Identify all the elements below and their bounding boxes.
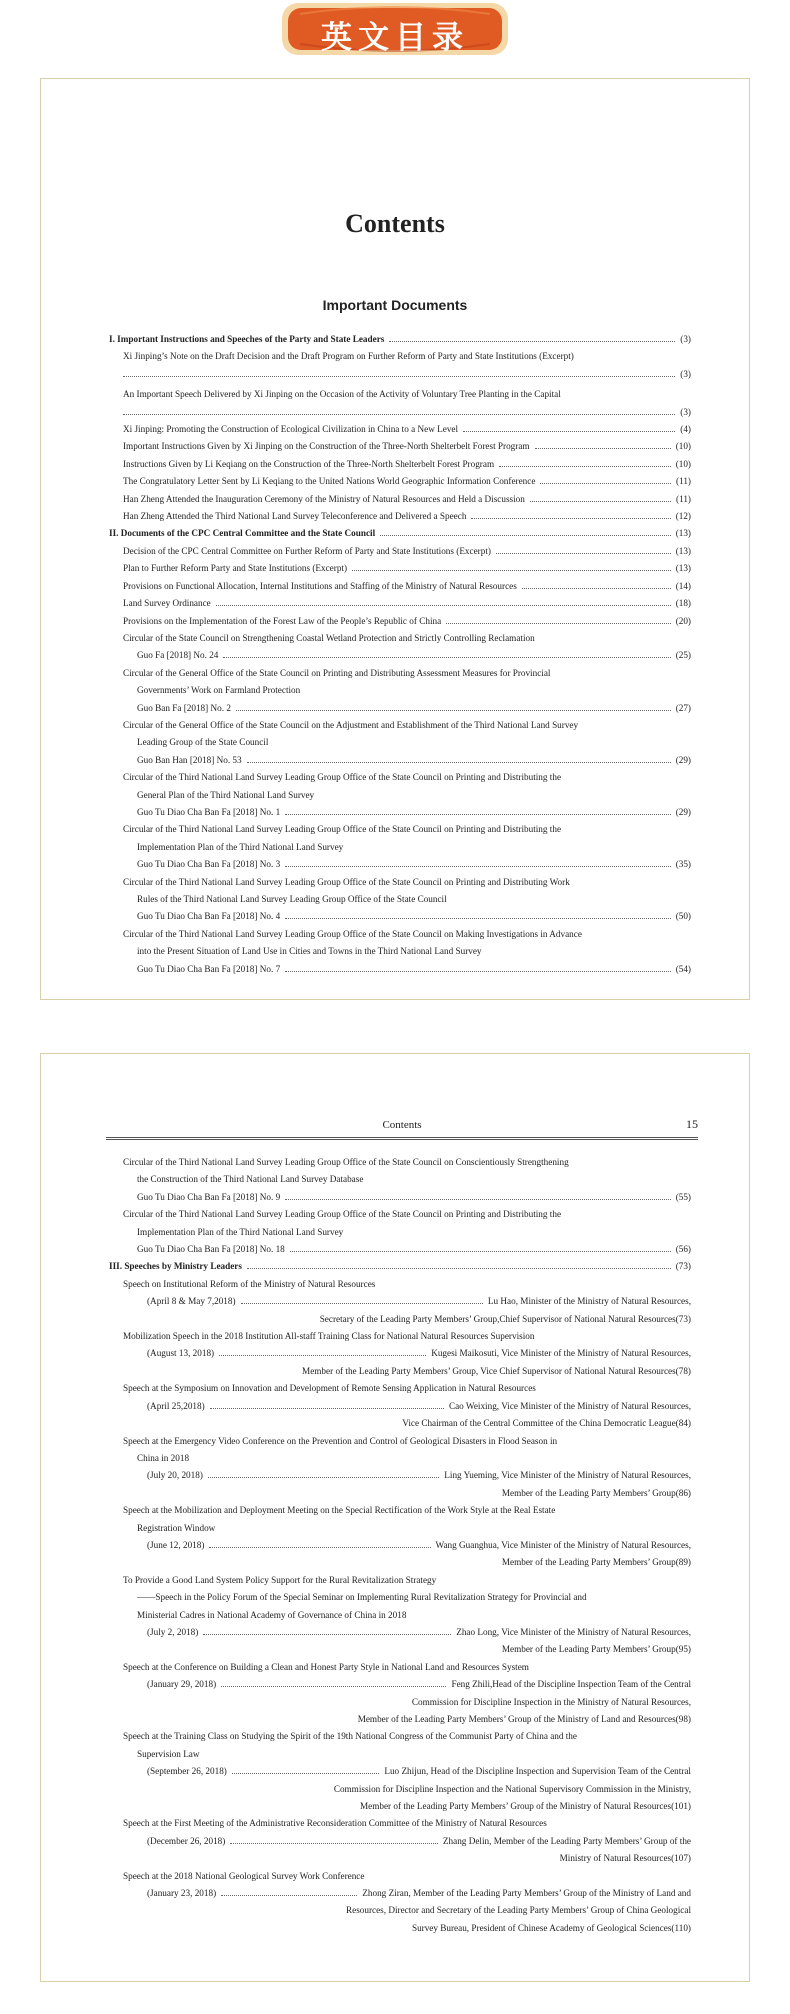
toc-entry[interactable]: Han Zheng Attended the Third National Land Survey Teleconference and Delivered a Speech (12) <box>123 511 691 522</box>
toc-entry-speech[interactable]: Speech at the 2018 National Geological Survey Work Conference (January 23, 2018) Zhong Ziran, Member of the Leading Party Members’ Group of the Ministry of Land and Resources, Director and Secretary of the Leading Party Members’ Group of China Geological Survey Bureau, President of Chinese Academy of Geological Sciences(110) <box>123 1870 691 1933</box>
toc-entry-speech[interactable]: To Provide a Good Land System Policy Support for the Rural Revitalization Strategy ——Speech in the Policy Forum of the Special Seminar on Implementing Rural Revitalization Strategy for Provincial and Ministerial Cadres in National Academy of Governance of China in 2018 (July 2, 2018) Zhao Long, Vice Minister of the Ministry of Natural Resources, Member of the Leading Party Members’ Group(95) <box>123 1574 691 1655</box>
toc-entry-speech[interactable]: Speech at the Training Class on Studying the Spirit of the 19th National Congress of the Communist Party of China and the Supervision Law (September 26, 2018) Luo Zhijun, Head of the Discipline Inspection and Supervision Team of the Central Commission for Discipline Inspection and the National Supervisory Commission in the Ministry, Member of the Leading Party Members’ Group of the Ministry of Natural Resources(101) <box>123 1731 691 1812</box>
toc-entry[interactable]: Circular of the General Office of the State Council on Printing and Distributing Assessment Measures for Provincial Governments’ Work on Farmland Protection Guo Ban Fa [2018] No. 2 (27) <box>123 667 691 713</box>
toc-entry-speech[interactable]: Speech at the First Meeting of the Administrative Reconsideration Committee of the Ministry of Natural Resources (December 26, 2018) Zhang Delin, Member of the Leading Party Members’ Group of the Ministry of Natural Resources(107) <box>123 1818 691 1864</box>
contents-page-1 <box>40 78 750 1000</box>
banner <box>0 0 790 72</box>
toc-entry-speech[interactable]: Speech at the Mobilization and Deployment Meeting on the Special Rectification of the Work Style at the Real Estate Registration Window (June 12, 2018) Wang Guanghua, Vice Minister of the Ministry of Natural Resources, Member of the Leading Party Members’ Group(89) <box>123 1505 691 1568</box>
toc-entry[interactable]: Xi Jinping: Promoting the Construction of Ecological Civilization in China to a New Level (4) <box>123 424 691 435</box>
toc-entry-speech[interactable]: Speech on Institutional Reform of the Ministry of Natural Resources (April 8 & May 7,2018) Lu Hao, Minister of the Ministry of Natural Resources, Secretary of the Leading Party Members’ Group,Chief Supervisor of National Natural Resources(73) <box>123 1278 691 1324</box>
toc-entry[interactable]: An Important Speech Delivered by Xi Jinping on the Occasion of the Activity of Voluntary Tree Planting in the Capital (3) <box>123 389 691 417</box>
section-heading: Important Documents <box>322 297 468 313</box>
toc-list <box>109 331 691 978</box>
toc-entry[interactable]: Circular of the Third National Land Survey Leading Group Office of the State Council on Conscientiously Strengthening the Construction of the Third National Land Survey Database Guo Tu Diao Cha Ban Fa [2018] No. 9 (55) <box>123 1157 691 1202</box>
toc-entry[interactable]: Provisions on Functional Allocation, Internal Institutions and Staffing of the Ministry of Natural Resources (14) <box>123 580 691 591</box>
running-head-title: Contents <box>382 1119 422 1131</box>
page-number: 15 <box>686 1117 698 1131</box>
toc-entry-speech[interactable]: Speech at the Symposium on Innovation and Development of Remote Sensing Application in Natural Resources (April 25,2018) Cao Weixing, Vice Minister of the Ministry of Natural Resources, Vice Chairman of the Central Committee of the China Democratic League(84) <box>123 1383 691 1429</box>
toc-entry[interactable]: Plan to Further Reform Party and State Institutions (Excerpt) (13) <box>123 563 691 574</box>
toc-entry[interactable]: Circular of the Third National Land Survey Leading Group Office of the State Council on Making Investigations in Advance into the Present Situation of Land Use in Cities and Towns in the Third National Land Survey Guo Tu Diao Cha Ban Fa [2018] No. 7 (54) <box>123 928 691 974</box>
toc-entry[interactable]: Provisions on the Implementation of the Forest Law of the People’s Republic of China (20) <box>123 615 691 626</box>
toc-entry[interactable]: Land Survey Ordinance (18) <box>123 598 691 609</box>
toc-entry[interactable]: Han Zheng Attended the Inauguration Ceremony of the Ministry of Natural Resources and Held a Discussion (11) <box>123 493 691 504</box>
toc-entry[interactable]: Circular of the Third National Land Survey Leading Group Office of the State Council on Printing and Distributing the Implementation Plan of the Third National Land Survey Guo Tu Diao Cha Ban Fa [2018] No. 18 (56) <box>123 1209 691 1255</box>
toc-entry-speech[interactable]: Speech at the Emergency Video Conference on the Prevention and Control of Geological Disasters in Flood Season in China in 2018 (July 20, 2018) Ling Yueming, Vice Minister of the Ministry of Natural Resources, Member of the Leading Party Members’ Group(86) <box>123 1435 691 1498</box>
toc-entry[interactable]: Circular of the Third National Land Survey Leading Group Office of the State Council on Printing and Distributing the General Plan of the Third National Land Survey Guo Tu Diao Cha Ban Fa [2018] No. 1 (29) <box>123 772 691 817</box>
toc-entry-section[interactable]: I. Important Instructions and Speeches of the Party and State Leaders (3) <box>109 334 691 344</box>
toc-entry[interactable]: Xi Jinping’s Note on the Draft Decision and the Draft Program on Further Reform of Party and State Institutions (Excerpt) (3) <box>123 351 691 379</box>
running-header <box>106 1119 698 1140</box>
toc-entry[interactable]: Important Instructions Given by Xi Jinping on the Construction of the Three-North Shelterbelt Forest Program (10) <box>123 441 691 452</box>
page-title: Contents <box>345 209 445 238</box>
banner-title: 英文目录 <box>321 20 469 56</box>
toc-entry-section[interactable]: III. Speeches by Ministry Leaders (73) <box>109 1261 691 1272</box>
toc-entry[interactable]: Circular of the Third National Land Survey Leading Group Office of the State Council on Printing and Distributing the Implementation Plan of the Third National Land Survey Guo Tu Diao Cha Ban Fa [2018] No. 3 (35) <box>123 824 691 870</box>
toc-entry-speech[interactable]: Mobilization Speech in the 2018 Institution All-staff Training Class for National Natural Resources Supervision (August 13, 2018) Kugesi Maikosuti, Vice Minister of the Ministry of Natural Resources, Member of the Leading Party Members’ Group, Vice Chief Supervisor of National Natural Resources(78) <box>123 1331 691 1376</box>
toc-entry[interactable]: Decision of the CPC Central Committee on Further Reform of Party and State Institutions (Excerpt) (13) <box>123 545 691 556</box>
toc-entry[interactable]: Circular of the Third National Land Survey Leading Group Office of the State Council on Printing and Distributing Work Rules of the Third National Land Survey Leading Group Office of the State Council Guo Tu Diao Cha Ban Fa [2018] No. 4 (50) <box>123 876 691 922</box>
toc-entry[interactable]: Circular of the General Office of the State Council on the Adjustment and Establishment of the Third National Land Survey Leading Group of the State Council Guo Ban Han [2018] No. 53 (29) <box>123 719 691 765</box>
toc-entry[interactable]: Circular of the State Council on Strengthening Coastal Wetland Protection and Strictly Controlling Reclamation Guo Fa [2018] No. 24 (25) <box>123 632 691 661</box>
toc-entry[interactable]: Instructions Given by Li Keqiang on the Construction of the Three-North Shelterbelt Forest Program (10) <box>123 458 691 469</box>
toc-entry-section[interactable]: II. Documents of the CPC Central Committee and the State Council (13) <box>109 528 691 539</box>
toc-entry-speech[interactable]: Speech at the Conference on Building a Clean and Honest Party Style in National Land and Resources System (January 29, 2018) Feng Zhili,Head of the Discipline Inspection Team of the Central Commission for Discipline Inspection in the Ministry of Natural Resources, Member of the Leading Party Members’ Group of the Ministry of Land and Resources(98) <box>123 1661 691 1724</box>
toc-list <box>109 1154 691 1937</box>
contents-page-2 <box>40 1053 750 1982</box>
toc-entry[interactable]: The Congratulatory Letter Sent by Li Keqiang to the United Nations World Geographic Information Conference (11) <box>123 476 691 487</box>
